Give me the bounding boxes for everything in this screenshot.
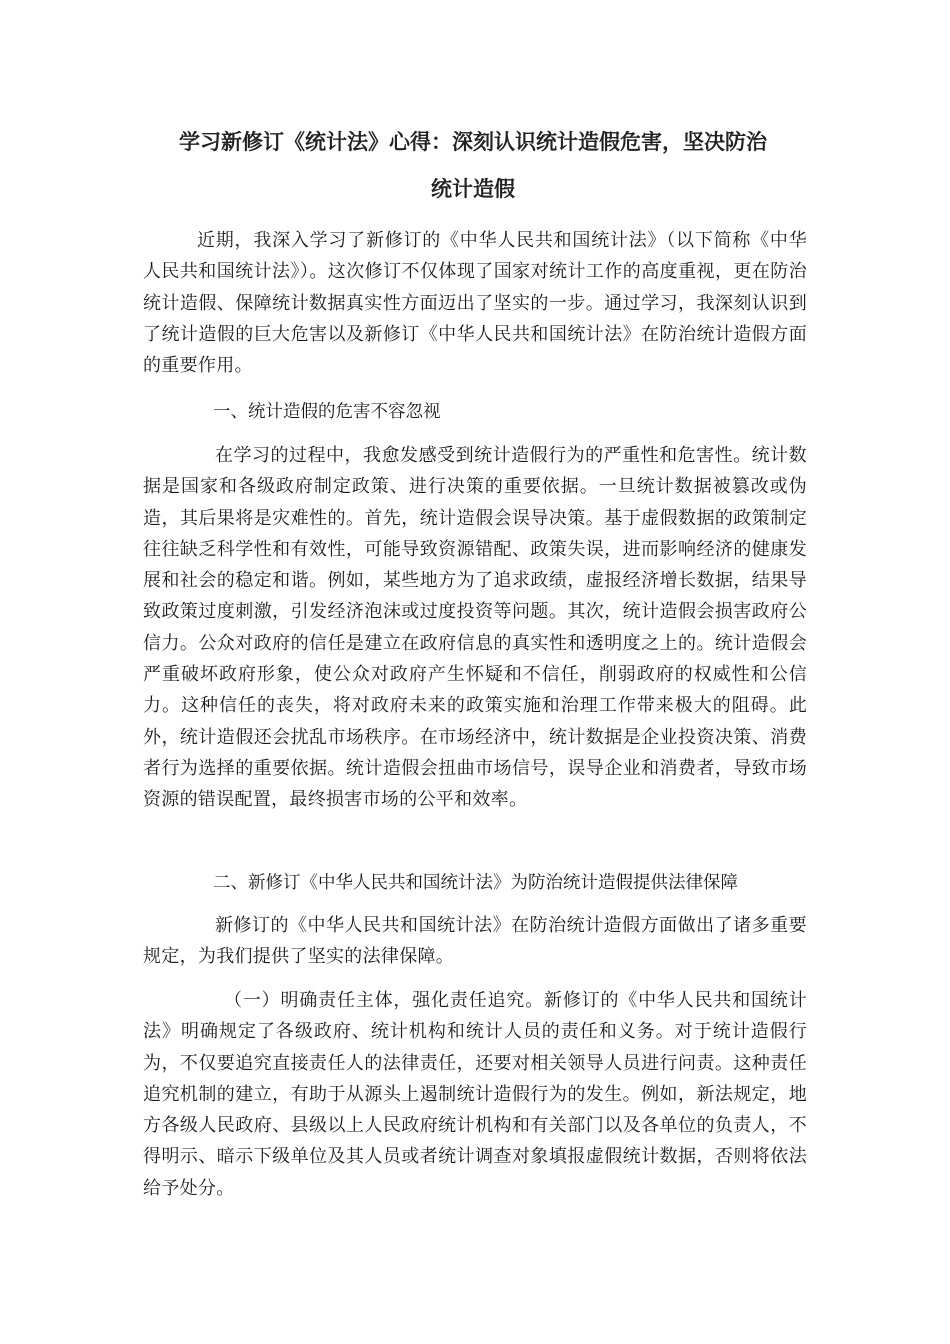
section-1-paragraph: 在学习的过程中，我愈发感受到统计造假行为的严重性和危害性。统计数据是国家和各级政府制定政策、进行决策的重要依据。一旦统计数据被篡改或伪造，其后果将是灾难性的。首先，统计造假会误导决策。基于虚假数据的政策制定往往缺乏科学性和有效性，可能导致资源错配、政策失误，进而影响经济的健康发展和社会的稳定和谐。例如，某些地方为了追求政绩，虚报经济增长数据，结果导致政策过度刺激，引发经济泡沫或过度投资等问题。其次，统计造假会损害政府公信力。公众对政府的信任是建立在政府信息的真实性和透明度之上的。统计造假会严重破坏政府形象，使公众对政府产生怀疑和不信任，削弱政府的权威性和公信力。这种信任的丧失，将对政府未来的政策实施和治理工作带来极大的阻碍。此外，统计造假还会扰乱市场秩序。在市场经济中，统计数据是企业投资决策、消费者行为选择的重要依据。统计造假会扭曲市场信号，误导企业和消费者，导致市场资源的错误配置，最终损害市场的公平和效率。 [143, 445, 807, 811]
intro-paragraph: 近期，我深入学习了新修订的《中华人民共和国统计法》（以下简称《中华人民共和国统计法》）。这次修订不仅体现了国家对统计工作的高度重视，更在防治统计造假、保障统计数据真实性方面迈出了坚实的一步。通过学习，我深刻认识到了统计造假的巨大危害以及新修订《中华人民共和国统计法》在防治统计造假方面的重要作用。 [143, 230, 807, 377]
section-2-item-1-paragraph: （一）明确责任主体，强化责任追究。新修订的《中华人民共和国统计法》明确规定了各级政府、统计机构和统计人员的责任和义务。对于统计造假行为，不仅要追究直接责任人的法律责任，还要对相关领导人员进行问责。这种责任追究机制的建立，有助于从源头上遏制统计造假行为的发生。例如，新法规定，地方各级人民政府、县级以上人民政府统计机构和有关部门以及各单位的负责人，不得明示、暗示下级单位及其人员或者统计调查对象填报虚假统计数据，否则将依法给予处分。 [143, 990, 807, 1199]
section-2-heading: 二、新修订《中华人民共和国统计法》为防治统计造假提供法律保障 [213, 873, 738, 893]
document-title-line-1: 学习新修订《统计法》心得：深刻认识统计造假危害，坚决防治 [179, 130, 767, 154]
section-1-heading: 一、统计造假的危害不容忽视 [213, 402, 441, 422]
document-title-line-2: 统计造假 [431, 177, 515, 201]
section-2-intro-paragraph: 新修订的《中华人民共和国统计法》在防治统计造假方面做出了诸多重要规定，为我们提供了坚实的法律保障。 [143, 915, 807, 968]
